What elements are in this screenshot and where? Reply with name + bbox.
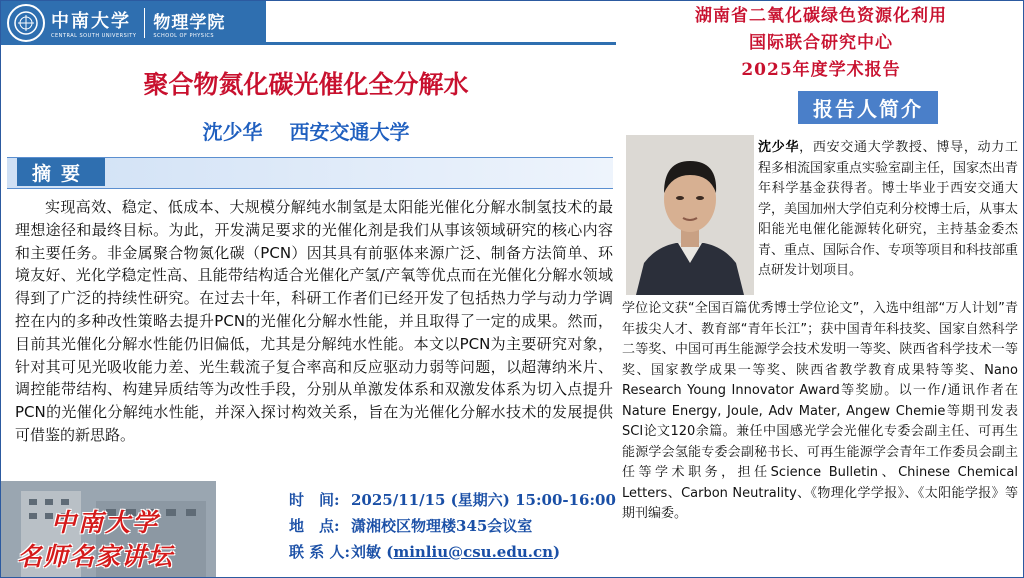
speaker-name: 沈少华 西安交通大学 bbox=[202, 120, 410, 144]
speaker-photo bbox=[626, 135, 754, 295]
abstract-heading: 摘要 bbox=[17, 158, 105, 186]
bio-text-bottom: 学位论文获“全国百篇优秀博士学位论文”，入选中组部“万人计划”青年拔尖人才、教育部“青年长江”；获中国青年科技奖、国家自然科学二等奖、中国可再生能源学会技术发明一等奖、陕西省科学技术一等奖、国家教学成果一等奖、陕西省教学教育成果特等奖、Nano Research Young Innovator Award等奖励。以一作/通讯作者在Nature Energy, Joule, Adv Mater, Angew Chemie等期刊发表SCI论文120余篇。兼任中国感光学会光催化专委会副主任、可再生能源学会氢能专委会副秘书长、可再生能源学会青年工作委员会副主任等学术职务，担任Science Bulletin、Chinese Chemical Letters、Carbon Neutrality、《物理化学学报》、《太阳能学报》等期刊编委。 bbox=[622, 301, 1018, 521]
organizer-block bbox=[621, 3, 1021, 84]
time-value: 2025/11/15 (星期六) 15:00-16:00 bbox=[351, 491, 616, 509]
university-name-en: CENTRAL SOUTH UNIVERSITY bbox=[51, 33, 137, 39]
abstract-header bbox=[7, 157, 613, 189]
contact-email-link[interactable]: minliu@csu.edu.cn bbox=[393, 543, 554, 561]
contact-close: ) bbox=[553, 543, 561, 561]
lecture-series-banner bbox=[1, 481, 216, 578]
school-name-en: SCHOOL OF PHYSICS bbox=[153, 32, 215, 39]
bio-text-top bbox=[758, 138, 1018, 282]
contact-name: 刘敏 ( bbox=[351, 543, 394, 561]
time-label: 时 间: bbox=[289, 491, 340, 509]
banner-line-1: 中南大学 bbox=[51, 508, 160, 537]
abstract-text: 实现高效、稳定、低成本、大规模分解纯水制氢是太阳能光催化分解水制氢技术的最理想途径和最终目标。为此，开发满足要求的光催化剂是我们从事该领域研究的核心内容和主要任务。非金属聚合物氮化碳（PCN）因其具有前驱体来源广泛、制备方法简单、环境友好、光化学稳定性高、且能带结构适合光催化产氢/产氧等优点而在光催化分解水领域得到了广泛的持续性研究。在过去十年，科研工作者们已经开发了包括热力学与动力学调控在内的多种改性策略去提升PCN的光催化分解水性能，并且取得了一定的成果。然而，目前其光催化分解水性能仍旧偏低，尤其是分解纯水性能。本文以PCN为主要研究对象，针对其可见光吸收能力差、光生载流子复合率高和反应驱动力弱等问题，以超薄纳米片、调控能带结构、构建异质结等为改性手段，分别从单激发体系和双激发体系为切入点提升PCN的光催化分解纯水性能，并深入探讨构效关系，旨在为光催化分解水技术的发展提供可借鉴的新思路。 bbox=[15, 198, 613, 444]
university-seal-icon bbox=[7, 4, 45, 42]
school-name-cn: 物理学院 bbox=[153, 12, 226, 33]
organizer-line-3: 2025年度学术报告 bbox=[741, 60, 901, 80]
organizer-line-2: 国际联合研究中心 bbox=[749, 33, 893, 53]
talk-title: 聚合物氮化碳光催化全分解水 bbox=[143, 70, 469, 99]
university-name-cn: 中南大学 bbox=[51, 11, 131, 32]
bio-name: 沈少华 bbox=[758, 140, 800, 155]
event-info bbox=[289, 487, 619, 565]
header-rule bbox=[266, 42, 616, 45]
place-value: 潇湘校区物理楼345会议室 bbox=[351, 517, 533, 535]
contact-row bbox=[289, 539, 619, 565]
bio-paragraph-1: ，西安交通大学教授、博导，动力工程多相流国家重点实验室副主任，国家杰出青年科学基金获得者。博士毕业于西安交通大学，美国加州大学伯克利分校博士后，从事太阳能光电催化能源转化研究，主持基金委杰青、重点、国际合作、专项等项目和科技部重点研发计划项目。 bbox=[758, 140, 1019, 278]
university-logo bbox=[1, 1, 266, 45]
place-label: 地 点: bbox=[289, 517, 340, 535]
bio-heading: 报告人简介 bbox=[798, 91, 938, 124]
logo-divider bbox=[144, 8, 145, 38]
banner-line-2: 名师名家讲坛 bbox=[17, 542, 174, 571]
time-row bbox=[289, 487, 619, 513]
organizer-line-1: 湖南省二氧化碳绿色资源化利用 bbox=[695, 6, 947, 26]
place-row bbox=[289, 513, 619, 539]
contact-label: 联 系 人: bbox=[289, 543, 350, 561]
